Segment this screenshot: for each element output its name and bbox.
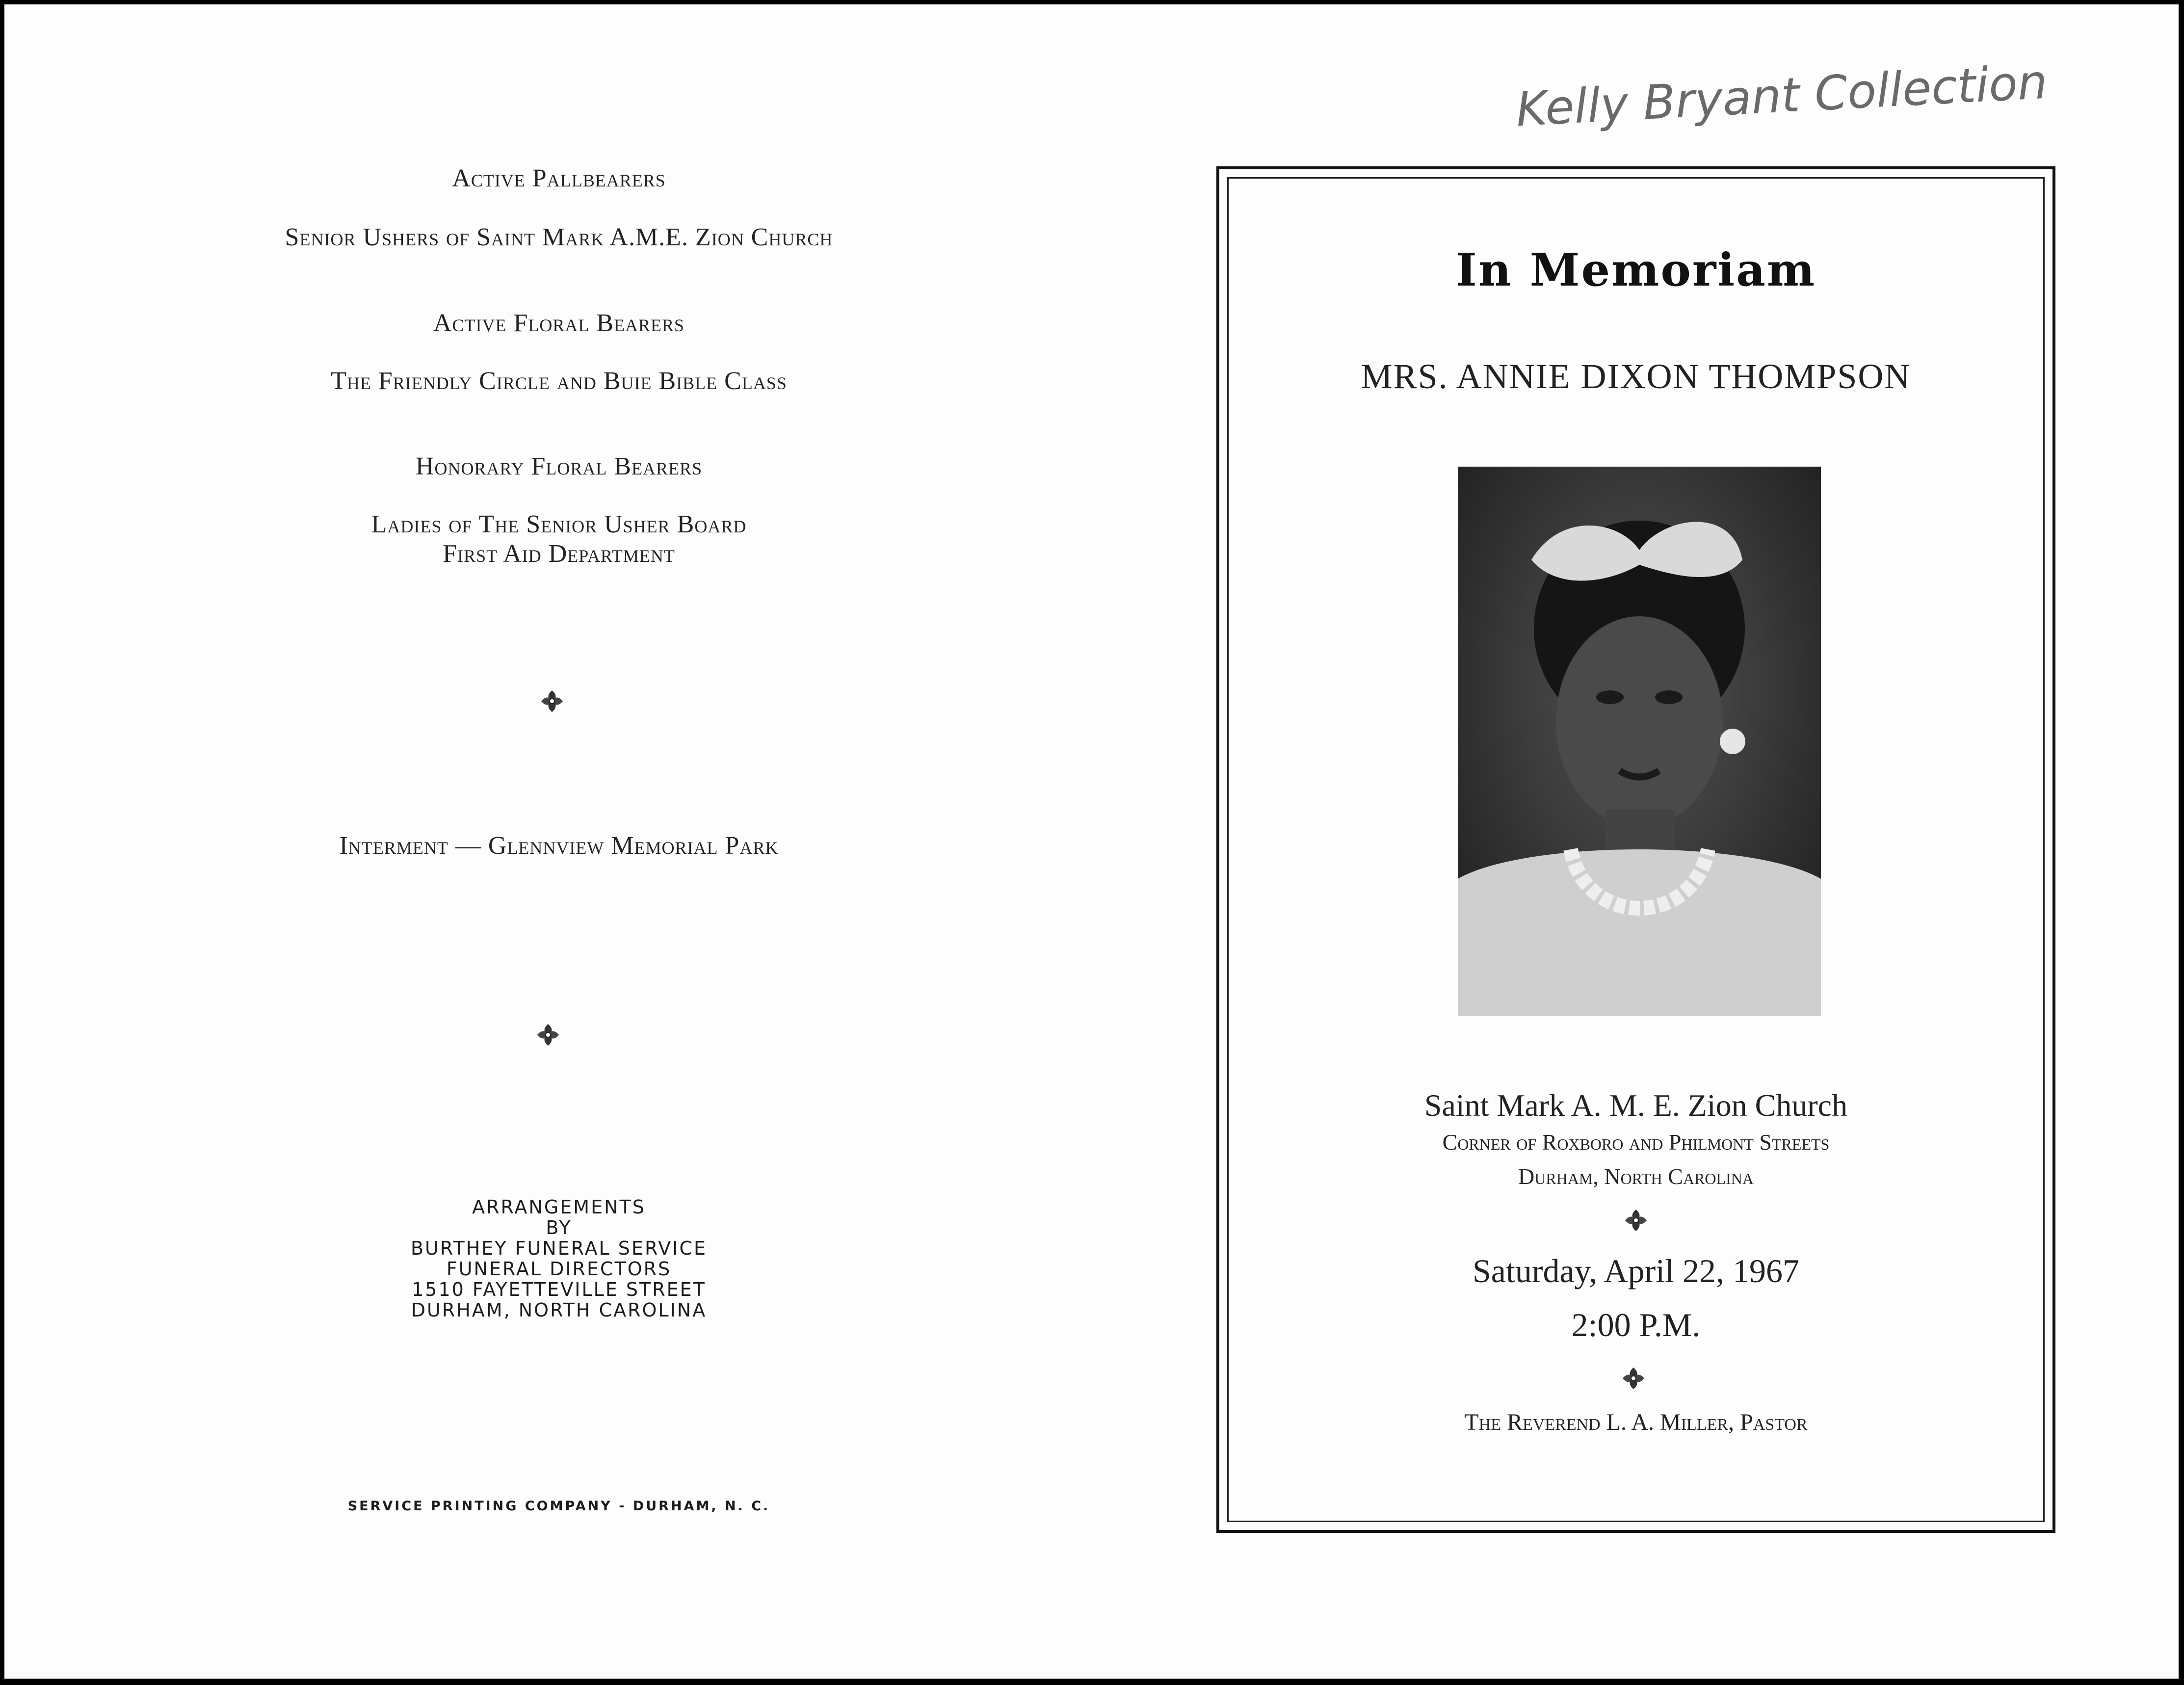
service-date: Saturday, April 22, 1967 bbox=[1472, 1252, 1800, 1290]
pallbearers-text: Senior Ushers of Saint Mark A.M.E. Zion Church bbox=[285, 223, 833, 251]
church-address-line-1: Corner of Roxboro and Philmont Streets bbox=[1442, 1130, 1830, 1155]
handwritten-note: Kelly Bryant Collection bbox=[1514, 54, 2049, 137]
arrangements-line-1: ARRANGEMENTS bbox=[472, 1196, 646, 1218]
fleuron-ornament-icon bbox=[538, 687, 566, 715]
floral-bearers-heading: Active Floral Bearers bbox=[433, 309, 685, 337]
arrangements-line-4: FUNERAL DIRECTORS bbox=[446, 1258, 672, 1280]
honorary-floral-line-2: First Aid Department bbox=[443, 540, 675, 568]
church-address-line-2: Durham, North Carolina bbox=[1518, 1164, 1754, 1189]
portrait-photo bbox=[1458, 467, 1821, 1016]
honorary-floral-line-1: Ladies of The Senior Usher Board bbox=[371, 510, 747, 538]
interment-text: Interment — Glennview Memorial Park bbox=[339, 832, 779, 860]
printer-credit: SERVICE PRINTING COMPANY - DURHAM, N. C. bbox=[347, 1499, 770, 1514]
in-memoriam-title: In Memoriam bbox=[1455, 243, 1816, 296]
program-sheet bbox=[4, 4, 2179, 1679]
floral-bearers-text: The Friendly Circle and Buie Bible Class bbox=[331, 367, 787, 395]
fleuron-ornament-icon bbox=[1620, 1365, 1647, 1392]
arrangements-line-3: BURTHEY FUNERAL SERVICE bbox=[410, 1237, 708, 1259]
portrait-photo-image bbox=[1458, 467, 1821, 1016]
arrangements-line-5: 1510 FAYETTEVILLE STREET bbox=[412, 1279, 706, 1300]
officiant-line: The Reverend L. A. Miller, Pastor bbox=[1464, 1409, 1808, 1435]
fleuron-ornament-icon bbox=[1622, 1207, 1650, 1234]
arrangements-line-6: DURHAM, NORTH CAROLINA bbox=[411, 1299, 707, 1321]
church-name: Saint Mark A. M. E. Zion Church bbox=[1424, 1088, 1848, 1123]
fleuron-ornament-icon bbox=[534, 1021, 562, 1049]
honorary-floral-heading: Honorary Floral Bearers bbox=[415, 452, 703, 480]
pallbearers-heading: Active Pallbearers bbox=[452, 164, 666, 192]
arrangements-line-2: BY bbox=[546, 1217, 572, 1238]
right-page bbox=[1227, 177, 2045, 1522]
service-time: 2:00 P.M. bbox=[1571, 1306, 1701, 1343]
deceased-name: MRS. ANNIE DIXON THOMPSON bbox=[1361, 357, 1911, 396]
